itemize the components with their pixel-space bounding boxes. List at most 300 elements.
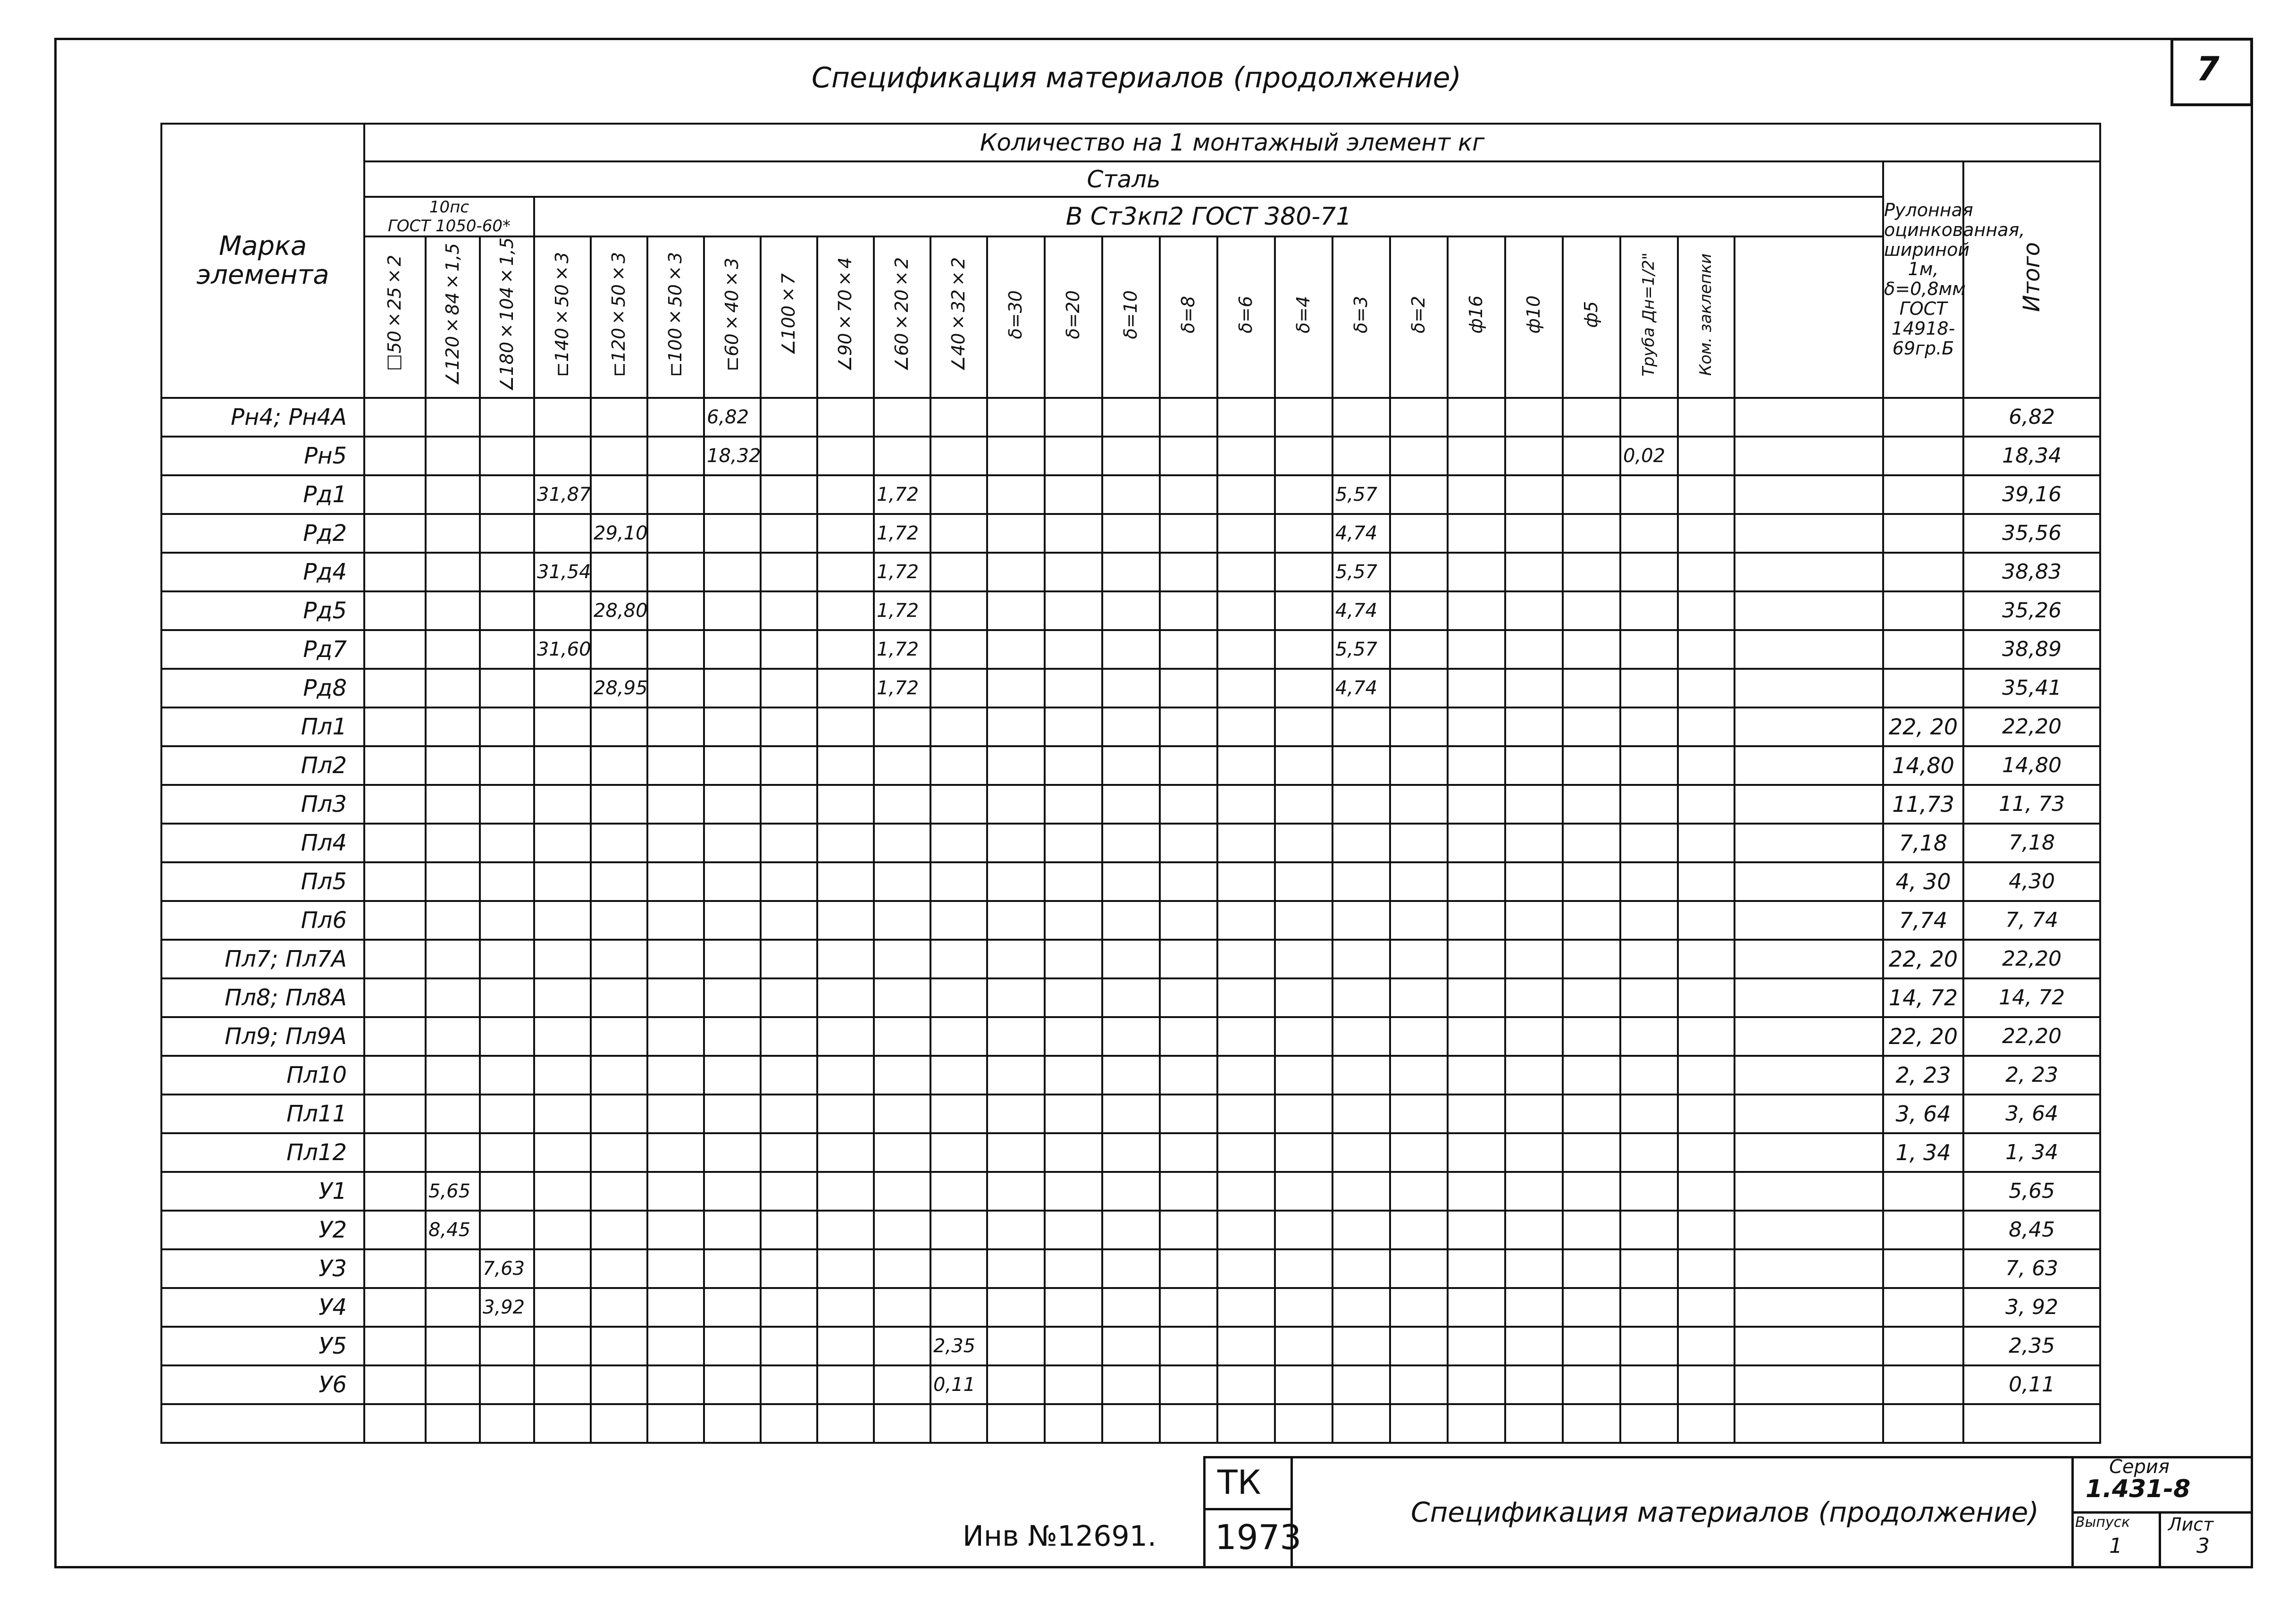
mass-cell	[1390, 1404, 1448, 1443]
mass-cell	[1563, 398, 1620, 437]
mass-cell	[1563, 1288, 1620, 1327]
steel-profile-label: □50×25×2	[384, 255, 405, 375]
mass-cell	[647, 591, 704, 630]
mass-cell	[1678, 1404, 1735, 1443]
mass-cell	[480, 1365, 534, 1404]
rulonnaya-cell: 22, 20	[1883, 1017, 1963, 1056]
mass-cell	[1160, 1211, 1217, 1249]
mass-cell	[1275, 1133, 1332, 1172]
mass-cell	[704, 1017, 761, 1056]
mass-cell	[591, 1365, 647, 1404]
table-row	[161, 707, 2100, 746]
steel-profile-label: Ком. заклепки	[1696, 253, 1716, 376]
steel-profile-label: ⊏140×50×3	[552, 252, 573, 378]
mass-cell	[1102, 630, 1160, 669]
mass-cell	[1160, 1172, 1217, 1211]
mass-cell	[1563, 1249, 1620, 1288]
mass-cell	[1678, 1017, 1735, 1056]
mass-cell	[761, 978, 817, 1017]
rulonnaya-cell: 3, 64	[1883, 1095, 1963, 1133]
element-mark: У5	[161, 1327, 364, 1365]
table-row	[161, 978, 2100, 1017]
mass-cell	[1045, 437, 1102, 475]
mass-cell	[987, 1095, 1045, 1133]
mass-cell	[930, 514, 987, 553]
mass-cell	[930, 1172, 987, 1211]
mass-cell	[1448, 1404, 1505, 1443]
mass-cell	[1678, 1365, 1735, 1404]
mass-cell	[761, 1095, 817, 1133]
steel-profile-header	[874, 236, 930, 398]
mass-cell	[1563, 1404, 1620, 1443]
mass-cell	[1275, 669, 1332, 707]
mass-cell	[1678, 940, 1735, 978]
mass-cell	[1563, 824, 1620, 862]
mass-cell	[761, 1288, 817, 1327]
rulonnaya-cell: 14, 72	[1883, 978, 1963, 1017]
mass-cell	[1448, 1365, 1505, 1404]
steel-profile-header	[817, 236, 874, 398]
mass-cell	[480, 1172, 534, 1211]
mass-cell	[426, 630, 480, 669]
mass-cell	[1620, 398, 1678, 437]
mass-cell	[1735, 437, 1883, 475]
mass-cell	[1160, 1017, 1217, 1056]
mass-cell	[1332, 1211, 1390, 1249]
mass-cell: 31,54	[534, 553, 591, 591]
element-mark: У6	[161, 1365, 364, 1404]
steel-profile-header	[987, 236, 1045, 398]
mass-cell	[1217, 901, 1275, 940]
mass-cell	[930, 1249, 987, 1288]
mass-cell	[591, 1288, 647, 1327]
element-mark: Пл11	[161, 1095, 364, 1133]
table-row	[161, 862, 2100, 901]
mass-cell	[761, 1249, 817, 1288]
mass-cell	[1620, 1249, 1678, 1288]
mass-cell	[1505, 707, 1563, 746]
mass-cell	[817, 1172, 874, 1211]
table-row	[161, 1133, 2100, 1172]
mass-cell	[704, 475, 761, 514]
mass-cell	[1390, 398, 1448, 437]
mass-cell	[1735, 630, 1883, 669]
mass-cell	[1332, 785, 1390, 824]
mass-cell	[987, 1288, 1045, 1327]
mass-cell	[874, 707, 930, 746]
steel-profile-header	[534, 236, 591, 398]
table-row	[161, 1404, 2100, 1443]
mass-cell	[1735, 707, 1883, 746]
mass-cell	[930, 824, 987, 862]
element-mark: Пл6	[161, 901, 364, 940]
mass-cell	[480, 1095, 534, 1133]
mass-cell	[1505, 514, 1563, 553]
mass-cell	[1217, 1288, 1275, 1327]
mass-cell	[1332, 1095, 1390, 1133]
steel-profile-header	[1505, 236, 1563, 398]
mass-cell	[647, 707, 704, 746]
mass-cell	[1217, 1017, 1275, 1056]
mass-cell	[647, 1365, 704, 1404]
mass-cell	[534, 746, 591, 785]
steel-profile-label: ⊏120×50×3	[608, 252, 629, 378]
stamp-org-hline	[1203, 1508, 1290, 1510]
mass-cell	[1505, 940, 1563, 978]
mass-cell	[1620, 1172, 1678, 1211]
mass-cell	[930, 630, 987, 669]
mass-cell	[874, 1211, 930, 1249]
itogo-cell: 35,26	[1963, 591, 2100, 630]
mass-cell	[1102, 514, 1160, 553]
mass-cell	[1505, 591, 1563, 630]
mass-cell	[987, 1133, 1045, 1172]
frame-top-line	[54, 38, 2253, 40]
mass-cell	[1735, 1327, 1883, 1365]
rulonnaya-cell	[1883, 475, 1963, 514]
group-stal-header: Сталь	[364, 161, 1883, 197]
itogo-cell: 22,20	[1963, 940, 2100, 978]
mass-cell	[1160, 862, 1217, 901]
mass-cell	[1217, 862, 1275, 901]
mass-cell: 4,74	[1332, 669, 1390, 707]
mass-cell	[1735, 1211, 1883, 1249]
mass-cell	[704, 901, 761, 940]
mass-cell	[647, 514, 704, 553]
mass-cell	[426, 1327, 480, 1365]
mass-cell	[426, 1288, 480, 1327]
mass-cell	[817, 553, 874, 591]
mass-cell	[1678, 669, 1735, 707]
mass-cell: 1,72	[874, 553, 930, 591]
mass-cell	[591, 1133, 647, 1172]
mass-cell	[817, 862, 874, 901]
mass-cell	[1332, 707, 1390, 746]
mass-cell	[930, 978, 987, 1017]
mass-cell	[817, 591, 874, 630]
mass-cell	[480, 1056, 534, 1095]
mass-cell	[704, 1133, 761, 1172]
element-mark: Рн5	[161, 437, 364, 475]
mass-cell	[1448, 1017, 1505, 1056]
mass-cell	[1678, 514, 1735, 553]
mass-cell	[534, 1172, 591, 1211]
mass-cell	[1678, 785, 1735, 824]
mass-cell	[1448, 1133, 1505, 1172]
steel-profile-label: δ=3	[1350, 296, 1372, 334]
mass-cell	[1448, 1327, 1505, 1365]
mass-cell	[1045, 707, 1102, 746]
mass-cell	[1160, 707, 1217, 746]
mass-cell	[1390, 978, 1448, 1017]
mass-cell	[987, 1172, 1045, 1211]
mass-cell	[1045, 398, 1102, 437]
mass-cell	[874, 1017, 930, 1056]
element-mark: Пл3	[161, 785, 364, 824]
mass-cell	[364, 1095, 426, 1133]
mass-cell	[534, 1288, 591, 1327]
mass-cell	[591, 1249, 647, 1288]
itogo-cell: 38,89	[1963, 630, 2100, 669]
mass-cell	[480, 591, 534, 630]
mass-cell	[930, 591, 987, 630]
mass-cell: 0,02	[1620, 437, 1678, 475]
steel-profile-label: δ=4	[1293, 296, 1314, 334]
mass-cell	[1332, 824, 1390, 862]
mass-cell	[1448, 1288, 1505, 1327]
mass-cell	[1390, 1249, 1448, 1288]
mass-cell	[1217, 1249, 1275, 1288]
itogo-cell: 4,30	[1963, 862, 2100, 901]
mass-cell	[647, 746, 704, 785]
mass-cell	[647, 1095, 704, 1133]
mass-cell	[426, 1095, 480, 1133]
mass-cell	[1332, 398, 1390, 437]
element-mark: Рд7	[161, 630, 364, 669]
element-mark: У4	[161, 1288, 364, 1327]
mass-cell	[1505, 1211, 1563, 1249]
element-mark: Рн4; Рн4А	[161, 398, 364, 437]
mass-cell	[534, 669, 591, 707]
mass-cell	[1102, 1056, 1160, 1095]
mass-cell	[1275, 1404, 1332, 1443]
mass-cell	[704, 862, 761, 901]
mass-cell	[1678, 630, 1735, 669]
rulonnaya-cell	[1883, 553, 1963, 591]
mass-cell	[364, 707, 426, 746]
mass-cell	[704, 785, 761, 824]
mass-cell	[1678, 1288, 1735, 1327]
steel-profile-header	[1678, 236, 1735, 398]
specification-body	[161, 398, 2100, 1443]
mass-cell	[1735, 553, 1883, 591]
steel-profile-header	[1160, 236, 1217, 398]
itogo-cell: 35,56	[1963, 514, 2100, 553]
mass-cell	[1045, 1211, 1102, 1249]
mass-cell	[1563, 591, 1620, 630]
mass-cell	[1332, 1172, 1390, 1211]
rulonnaya-cell	[1883, 1211, 1963, 1249]
mass-cell	[1735, 1404, 1883, 1443]
mass-cell	[987, 746, 1045, 785]
element-mark: У1	[161, 1172, 364, 1211]
mass-cell	[1275, 1211, 1332, 1249]
mass-cell	[480, 707, 534, 746]
rulonnaya-cell	[1883, 669, 1963, 707]
mass-cell	[1045, 630, 1102, 669]
mass-cell	[591, 1172, 647, 1211]
mass-cell	[591, 862, 647, 901]
mass-cell	[761, 824, 817, 862]
mass-cell	[1505, 669, 1563, 707]
mass-cell	[1563, 862, 1620, 901]
mass-cell	[817, 1249, 874, 1288]
mass-cell	[1735, 591, 1883, 630]
mass-cell	[1217, 1095, 1275, 1133]
mass-cell	[987, 785, 1045, 824]
mass-cell	[704, 1095, 761, 1133]
mass-cell	[1390, 553, 1448, 591]
mass-cell	[761, 1017, 817, 1056]
mass-cell	[480, 1211, 534, 1249]
mass-cell	[1217, 978, 1275, 1017]
steel-profile-header	[761, 236, 817, 398]
mass-cell	[534, 862, 591, 901]
itogo-cell: 14,80	[1963, 746, 2100, 785]
sheet-value: 3	[2196, 1534, 2210, 1558]
mass-cell	[534, 1249, 591, 1288]
mass-cell	[647, 1288, 704, 1327]
mass-cell: 28,80	[591, 591, 647, 630]
mass-cell	[1563, 978, 1620, 1017]
mass-cell	[1735, 940, 1883, 978]
mass-cell	[1275, 553, 1332, 591]
mass-cell	[1160, 669, 1217, 707]
mass-cell	[647, 862, 704, 901]
mass-cell	[1678, 824, 1735, 862]
mass-cell	[987, 707, 1045, 746]
mass-cell	[1217, 669, 1275, 707]
mass-cell	[591, 785, 647, 824]
mass-cell	[480, 901, 534, 940]
mass-cell	[1735, 1249, 1883, 1288]
mass-cell	[874, 437, 930, 475]
mass-cell	[874, 1288, 930, 1327]
mass-cell	[1505, 824, 1563, 862]
mass-cell	[1160, 437, 1217, 475]
mass-cell	[591, 1095, 647, 1133]
mass-cell	[1275, 1172, 1332, 1211]
rulonnaya-cell: 14,80	[1883, 746, 1963, 785]
mass-cell	[817, 1404, 874, 1443]
mass-cell	[874, 1056, 930, 1095]
mass-cell	[1045, 1017, 1102, 1056]
mass-cell	[704, 1211, 761, 1249]
table-row	[161, 630, 2100, 669]
mass-cell	[426, 901, 480, 940]
mass-cell	[1332, 940, 1390, 978]
mass-cell	[1390, 1095, 1448, 1133]
mass-cell	[1620, 785, 1678, 824]
element-mark: Пл5	[161, 862, 364, 901]
mass-cell	[534, 785, 591, 824]
stamp-left-line	[1203, 1456, 1206, 1567]
mass-cell	[817, 514, 874, 553]
mass-cell	[1102, 785, 1160, 824]
mass-cell	[426, 785, 480, 824]
mass-cell	[1448, 940, 1505, 978]
mass-cell	[1102, 1133, 1160, 1172]
mass-cell	[1217, 398, 1275, 437]
mass-cell	[1448, 978, 1505, 1017]
mass-cell	[1563, 475, 1620, 514]
mass-cell	[1448, 591, 1505, 630]
mass-cell	[987, 940, 1045, 978]
sheet-label: Лист	[2168, 1514, 2214, 1535]
mass-cell	[930, 553, 987, 591]
mass-cell	[1678, 1095, 1735, 1133]
mass-cell	[817, 978, 874, 1017]
mass-cell	[704, 824, 761, 862]
mass-cell	[1390, 940, 1448, 978]
mass-cell	[1217, 475, 1275, 514]
mass-cell	[1275, 824, 1332, 862]
mass-cell	[1275, 591, 1332, 630]
mass-cell: 5,65	[426, 1172, 480, 1211]
mass-cell	[364, 1172, 426, 1211]
itogo-cell: 0,11	[1963, 1365, 2100, 1404]
mass-cell: 5,57	[1332, 553, 1390, 591]
table-row	[161, 669, 2100, 707]
mass-cell	[1275, 1017, 1332, 1056]
itogo-cell: 7, 63	[1963, 1249, 2100, 1288]
mass-cell	[426, 475, 480, 514]
mass-cell	[1160, 1288, 1217, 1327]
steel-profile-label: ∠90×70×4	[835, 257, 856, 372]
mass-cell	[1160, 940, 1217, 978]
mass-cell	[874, 746, 930, 785]
mass-cell	[1275, 785, 1332, 824]
mass-cell	[647, 978, 704, 1017]
profile-header-row	[161, 236, 2100, 398]
mass-cell	[591, 1056, 647, 1095]
table-row	[161, 901, 2100, 940]
mass-cell	[1102, 1017, 1160, 1056]
mass-cell	[647, 1211, 704, 1249]
mass-cell	[930, 901, 987, 940]
mass-cell	[930, 746, 987, 785]
mass-cell	[1505, 901, 1563, 940]
mass-cell	[1505, 1365, 1563, 1404]
inventory-number: Инв №12691.	[963, 1520, 1156, 1553]
mass-cell: 1,72	[874, 514, 930, 553]
mass-cell	[1102, 940, 1160, 978]
mass-cell	[1045, 591, 1102, 630]
mass-cell	[761, 1172, 817, 1211]
rulonnaya-cell	[1883, 514, 1963, 553]
mass-cell: 29,10	[591, 514, 647, 553]
mass-cell	[480, 1133, 534, 1172]
mass-cell	[591, 437, 647, 475]
mass-cell	[591, 1211, 647, 1249]
table-row	[161, 514, 2100, 553]
mass-cell	[704, 1404, 761, 1443]
mass-cell	[647, 1172, 704, 1211]
mass-cell	[1275, 1056, 1332, 1095]
mass-cell	[704, 1172, 761, 1211]
mass-cell	[1390, 746, 1448, 785]
steel-profile-header	[1102, 236, 1160, 398]
mass-cell	[1390, 785, 1448, 824]
group-kolichestvo-header: Количество на 1 монтажный элемент кг	[364, 124, 2100, 161]
mass-cell	[704, 553, 761, 591]
mass-cell	[1045, 669, 1102, 707]
mass-cell	[647, 553, 704, 591]
mass-cell	[1390, 1172, 1448, 1211]
mass-cell	[1390, 1056, 1448, 1095]
mass-cell	[761, 785, 817, 824]
mass-cell	[1045, 1056, 1102, 1095]
itogo-cell: 35,41	[1963, 669, 2100, 707]
mass-cell	[1735, 1133, 1883, 1172]
mass-cell	[1275, 475, 1332, 514]
mass-cell: 31,87	[534, 475, 591, 514]
mass-cell	[1160, 1327, 1217, 1365]
mass-cell	[1275, 862, 1332, 901]
mass-cell	[647, 669, 704, 707]
itogo-cell: 38,83	[1963, 553, 2100, 591]
mass-cell	[1217, 1365, 1275, 1404]
